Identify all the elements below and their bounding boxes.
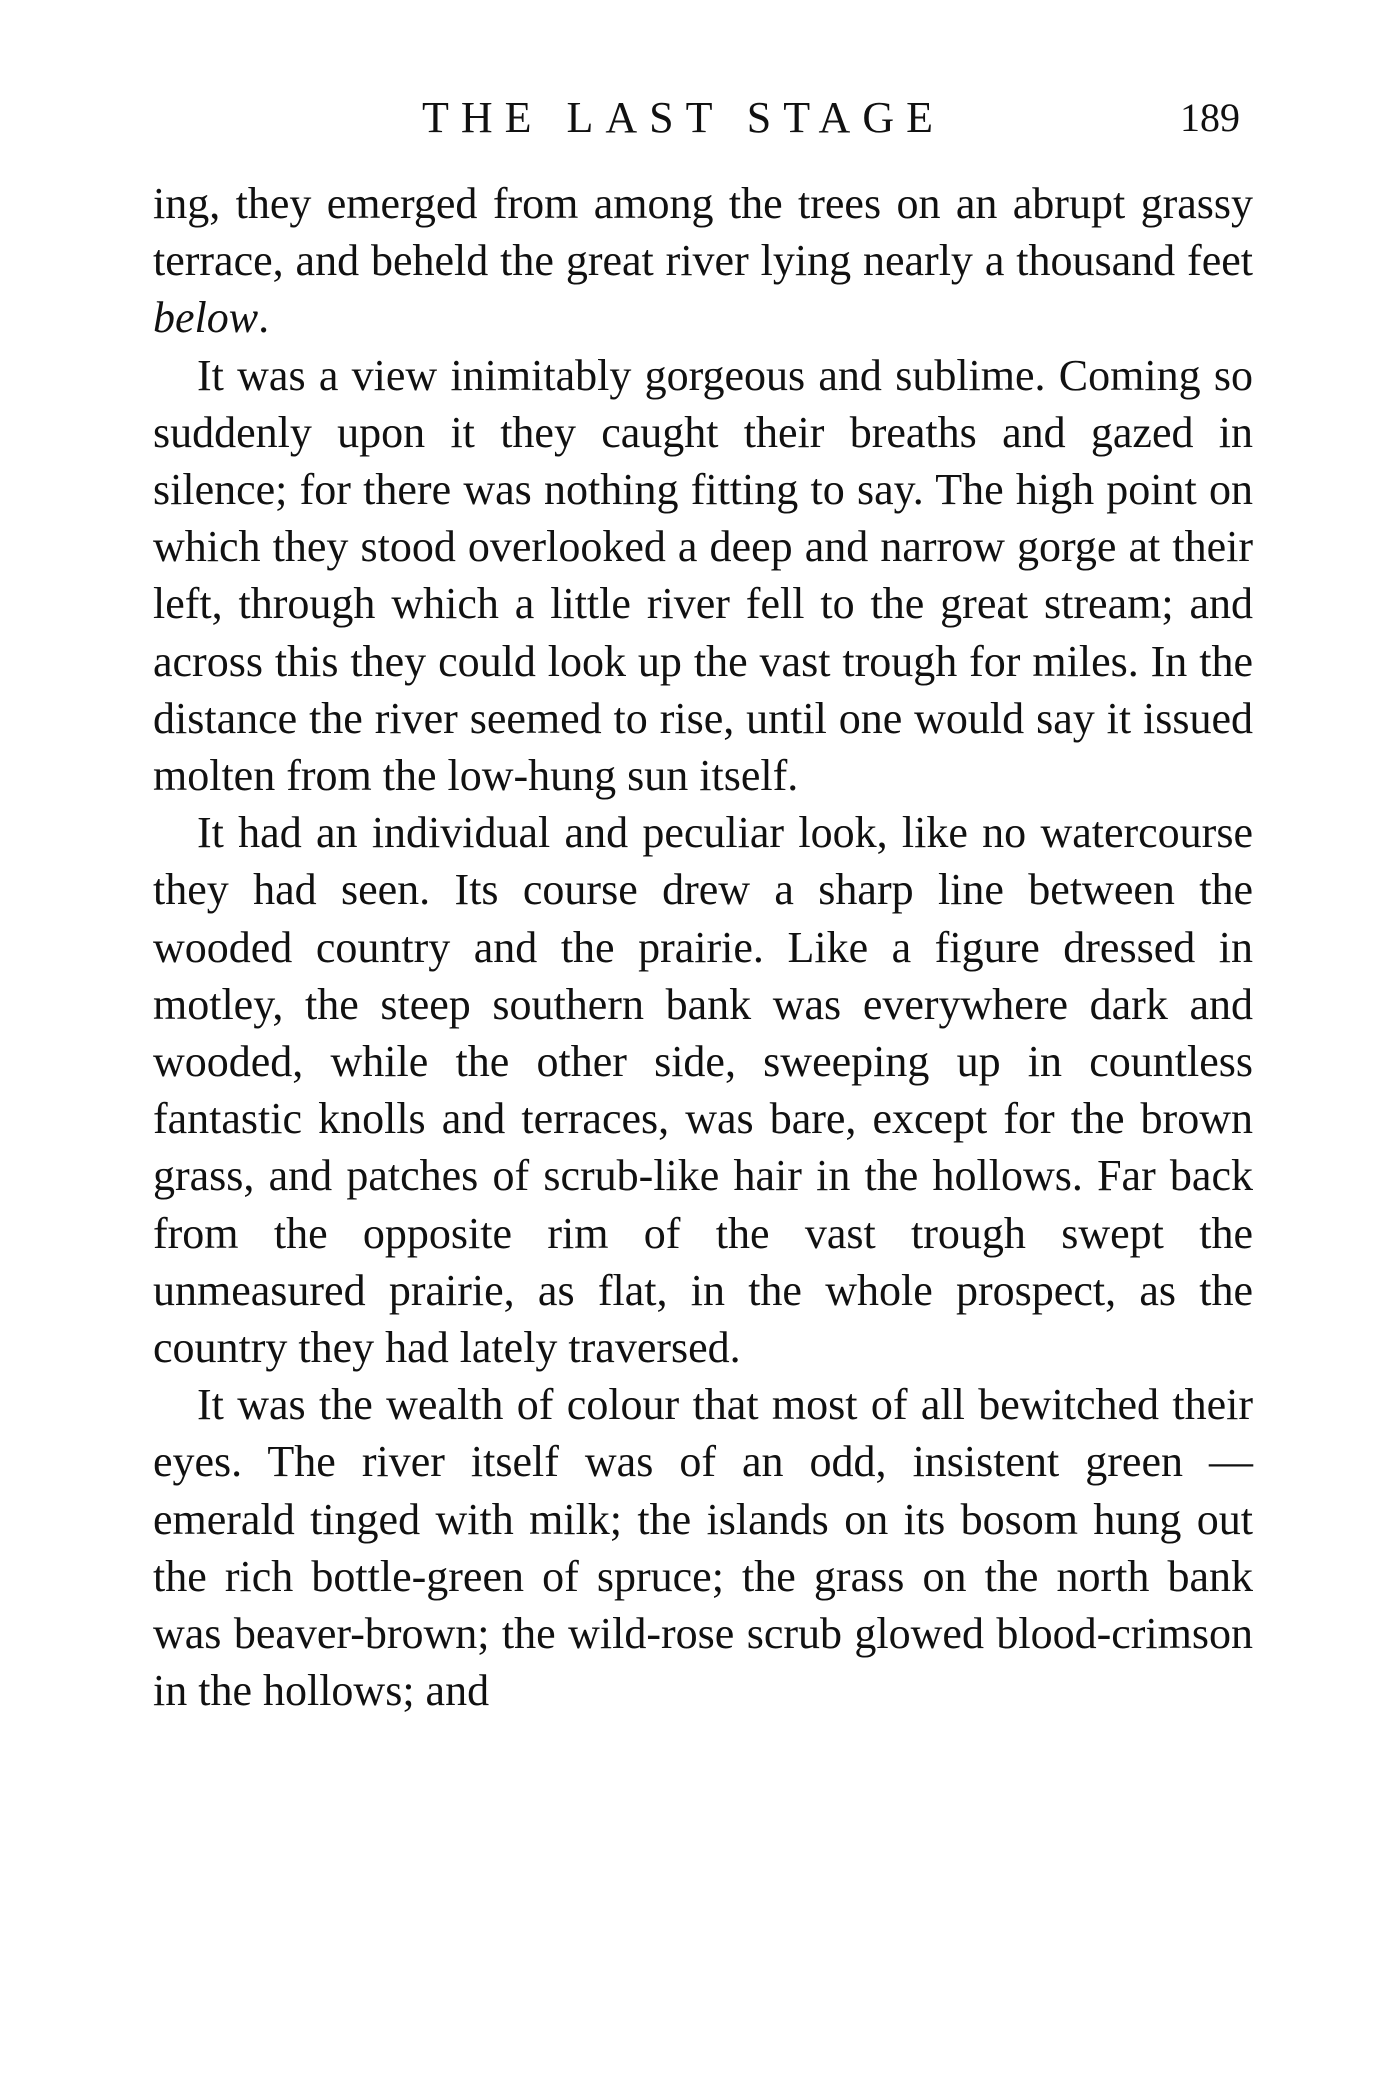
body-text [153, 175, 1253, 1719]
italic-word: below [153, 293, 259, 343]
paragraph: It was the wealth of colour that most of all bewitched their eyes. The river itself was of an odd, insistent green — emerald tinged with milk; the islands on its bosom hung out the rich bottle-green of spruce; the grass on the north bank was beaver-brown; the wild-rose scrub glowed blood-crimson in the hollows; and [153, 1380, 1253, 1716]
paragraph-text: ing, they emerged from among the trees on an abrupt grassy terrace, and beheld the great river lying nearly a thousand feet [153, 179, 1253, 286]
paragraph: It was a view inimitably gorgeous and sublime. Coming so suddenly upon it they caught their breaths and gazed in silence; for there was nothing fitting to say. The high point on which they stood overlooked a deep and narrow gorge at their left, through which a little river fell to the great stream; and across this they could look up the vast trough for miles. In the distance the river seemed to rise, until one would say it issued molten from the low-hung sun itself. [153, 350, 1253, 801]
paragraph: It had an individual and peculiar look, like no watercourse they had seen. Its course drew a sharp line between the wooded country and the prairie. Like a figure dressed in motley, the steep southern bank was everywhere dark and wooded, while the other side, sweeping up in countless fantastic knolls and terraces, was bare, except for the brown grass, and patches of scrub-like hair in the hollows. Far back from the opposite rim of the vast trough swept the unmeasured prairie, as flat, in the whole prospect, as the country they had lately traversed. [153, 808, 1253, 1373]
running-title: THE LAST STAGE [422, 93, 945, 142]
page-number: 189 [1180, 95, 1240, 140]
page-header [400, 88, 1240, 148]
paragraph-text-end: . [258, 293, 270, 343]
paragraph-continued [153, 175, 1253, 347]
